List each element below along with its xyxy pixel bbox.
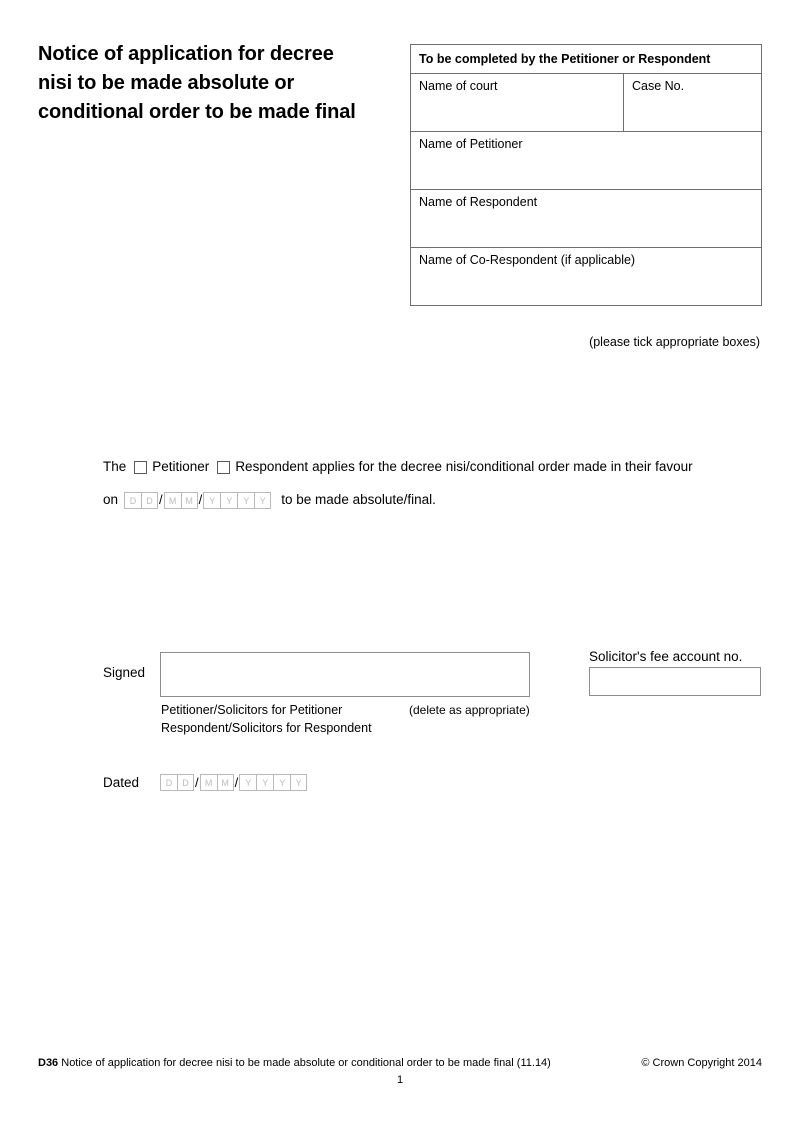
application-statement: [103, 456, 763, 511]
date-separator-icon: /: [234, 775, 239, 790]
dated-month-box-1[interactable]: M: [200, 774, 217, 791]
name-of-respondent-label: Name of Respondent: [419, 195, 538, 209]
name-of-co-respondent-label: Name of Co-Respondent (if applicable): [419, 253, 636, 267]
respondent-checkbox[interactable]: [217, 461, 230, 474]
date-separator-icon: /: [159, 492, 163, 507]
month-box-1[interactable]: M: [164, 492, 181, 509]
statement-on-label: on: [103, 492, 119, 507]
dated-year-box-1[interactable]: Y: [239, 774, 256, 791]
solicitors-fee-account-input[interactable]: [589, 667, 761, 696]
dated-year-box-3[interactable]: Y: [273, 774, 290, 791]
name-of-co-respondent-field[interactable]: [411, 248, 761, 305]
table-row[interactable]: [411, 190, 761, 248]
case-no-label: Case No.: [632, 79, 685, 93]
date-separator-icon: /: [198, 492, 203, 507]
year-box-1[interactable]: Y: [203, 492, 220, 509]
dated-label: Dated: [103, 775, 140, 790]
statement-to-be-made-text: to be made absolute/final.: [281, 492, 436, 507]
signature-caption-petitioner: Petitioner/Solicitors for Petitioner: [161, 703, 343, 717]
name-of-court-label: Name of court: [419, 79, 498, 93]
year-box-3[interactable]: Y: [237, 492, 254, 509]
dated-month-box-2[interactable]: M: [217, 774, 234, 791]
table-row: [411, 74, 761, 132]
dated-date-input[interactable]: [160, 773, 307, 791]
statement-line-2: [103, 489, 763, 511]
date-separator-icon: /: [195, 775, 199, 790]
statement-line-1: [103, 456, 763, 478]
footer-copyright: © Crown Copyright 2014: [641, 1057, 762, 1069]
dated-year-box-4[interactable]: Y: [290, 774, 307, 791]
dated-year-box-2[interactable]: Y: [256, 774, 273, 791]
petitioner-respondent-details-table: [410, 44, 762, 306]
month-box-2[interactable]: M: [181, 492, 198, 509]
year-box-2[interactable]: Y: [220, 492, 237, 509]
year-box-4[interactable]: Y: [254, 492, 271, 509]
name-of-petitioner-field[interactable]: [411, 132, 761, 189]
delete-as-appropriate-note: (delete as appropriate): [409, 703, 530, 717]
tick-boxes-note: (please tick appropriate boxes): [589, 335, 760, 349]
statement-the-label: The: [103, 459, 127, 474]
page-number: 1: [396, 1074, 404, 1086]
respondent-checkbox-label: Respondent: [235, 459, 309, 474]
dated-day-box-2[interactable]: D: [177, 774, 194, 791]
dated-day-box-1[interactable]: D: [160, 774, 177, 791]
dated-date-boxes[interactable]: [160, 774, 307, 791]
solicitors-fee-account-label: Solicitor's fee account no.: [589, 649, 743, 664]
table-row[interactable]: [411, 248, 761, 305]
name-of-petitioner-label: Name of Petitioner: [419, 137, 523, 151]
statement-applies-text: applies for the decree nisi/conditional order made in their favour: [312, 459, 693, 474]
day-box-1[interactable]: D: [124, 492, 141, 509]
day-box-2[interactable]: D: [141, 492, 158, 509]
page-title: Notice of application for decree nisi to be made absolute or conditional order to be made final: [38, 43, 356, 123]
signature-caption-respondent: Respondent/Solicitors for Respondent: [161, 721, 372, 735]
petitioner-checkbox-label: Petitioner: [152, 459, 210, 474]
footer-form-code: D36: [38, 1057, 59, 1069]
signed-label: Signed: [103, 665, 146, 680]
petitioner-checkbox[interactable]: [134, 461, 147, 474]
details-table-header: To be completed by the Petitioner or Respondent: [419, 52, 711, 66]
table-row[interactable]: [411, 132, 761, 190]
footer-form-title: Notice of application for decree nisi to be made absolute or conditional order to be made final (11.14): [61, 1057, 551, 1069]
name-of-respondent-field[interactable]: [411, 190, 761, 247]
table-header-row: [411, 45, 761, 74]
name-of-court-field[interactable]: [411, 74, 624, 131]
signature-input[interactable]: [160, 652, 530, 697]
decree-date-input[interactable]: [124, 490, 271, 510]
case-no-field[interactable]: [624, 74, 761, 131]
footer-reference: [38, 1057, 551, 1069]
